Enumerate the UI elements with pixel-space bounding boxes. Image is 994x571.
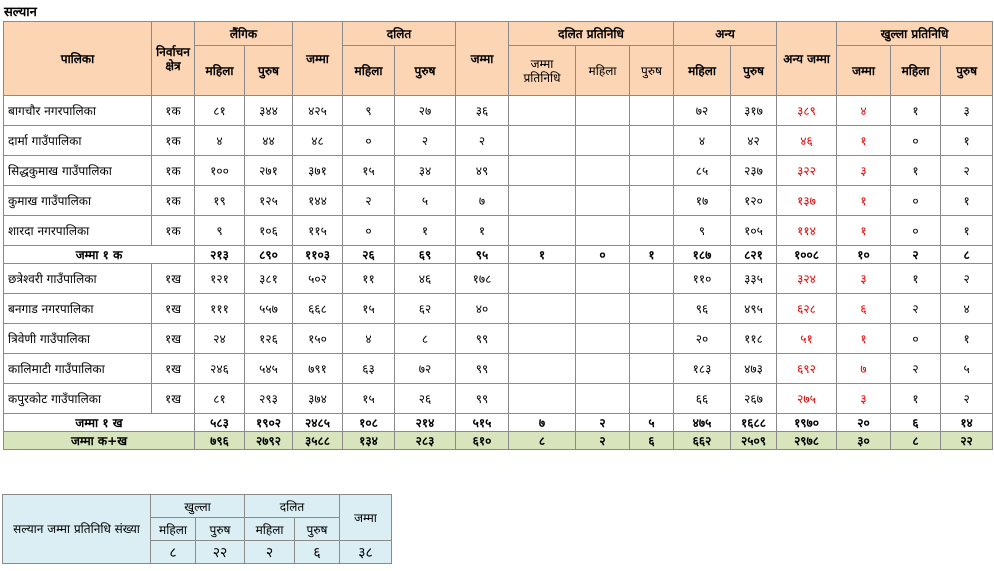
cell-a-p: ४७३ — [731, 354, 777, 384]
cell-k-j: १ — [837, 126, 891, 156]
cell-dp-j — [509, 354, 576, 384]
cell-dp-p — [630, 354, 674, 384]
summary-dalit-header: दलित — [245, 495, 340, 518]
cell-d-j: ९९ — [456, 324, 509, 354]
cell-dp-j — [509, 324, 576, 354]
cell-dp-p — [630, 216, 674, 246]
cell-a-p: ३३५ — [731, 264, 777, 294]
cell-d-p: ५ — [395, 186, 456, 216]
cell-a-m: ९६ — [674, 294, 731, 324]
cell-l-j: ३५८८ — [293, 432, 343, 450]
table-row — [4, 264, 993, 294]
cell-dp-p — [630, 96, 674, 126]
cell-d-m: १५ — [343, 156, 395, 186]
cell-l-m: १०० — [195, 156, 245, 186]
cell-d-m: ९ — [343, 96, 395, 126]
cell-l-m: १२१ — [195, 264, 245, 294]
header-dp-purush: पुरुष — [630, 46, 674, 96]
cell-k-j: ४ — [837, 96, 891, 126]
cell-k-j: १० — [837, 246, 891, 264]
cell-k-j: ३ — [837, 156, 891, 186]
header-laingik: लैंगिक — [195, 22, 293, 46]
cell-dp-m — [576, 126, 630, 156]
cell-l-j: ४८ — [293, 126, 343, 156]
row-palika-name: कपुरकोट गाउँपालिका — [4, 384, 152, 414]
cell-a-m: ४७५ — [674, 414, 731, 432]
cell-dp-m: ० — [576, 246, 630, 264]
sheet-title: सल्यान — [4, 5, 37, 20]
cell-d-j: ६१० — [456, 432, 509, 450]
cell-dp-j — [509, 156, 576, 186]
cell-k-m: ० — [891, 186, 941, 216]
row-palika-name: दार्मा गाउँपालिका — [4, 126, 152, 156]
table-row — [4, 216, 993, 246]
cell-l-m: ४ — [195, 126, 245, 156]
cell-d-j: ९५ — [456, 246, 509, 264]
header-dp-mahila: महिला — [576, 46, 630, 96]
cell-k-j: ३ — [837, 384, 891, 414]
header-laingik-purush: पुरुष — [245, 46, 293, 96]
cell-d-j: ४९ — [456, 156, 509, 186]
header-dalit: दलित — [343, 22, 456, 46]
header-dalit-pratinidhi: दलित प्रतिनिधि — [509, 22, 674, 46]
cell-d-m: ० — [343, 126, 395, 156]
representatives-table — [3, 21, 993, 450]
cell-k-j: १ — [837, 324, 891, 354]
cell-dp-p: १ — [630, 246, 674, 264]
cell-a-m: ८५ — [674, 156, 731, 186]
cell-dp-j — [509, 216, 576, 246]
cell-dp-j: ८ — [509, 432, 576, 450]
cell-k-m: १ — [891, 156, 941, 186]
table-body — [4, 96, 993, 450]
cell-k-m: ० — [891, 126, 941, 156]
cell-dp-p: ६ — [630, 432, 674, 450]
header-jamma: जम्मा — [293, 22, 343, 96]
cell-dp-m — [576, 354, 630, 384]
row-palika-name: बागचौर नगरपालिका — [4, 96, 152, 126]
cell-l-p: २९३ — [245, 384, 293, 414]
cell-dp-j: १ — [509, 246, 576, 264]
cell-d-m: १०८ — [343, 414, 395, 432]
cell-d-p: १ — [395, 216, 456, 246]
cell-l-j: ६६८ — [293, 294, 343, 324]
cell-dp-m: २ — [576, 414, 630, 432]
cell-a-j: ११४ — [777, 216, 837, 246]
cell-a-m: १८३ — [674, 354, 731, 384]
cell-d-j: ९९ — [456, 384, 509, 414]
cell-d-p: २६ — [395, 384, 456, 414]
cell-a-j: १००८ — [777, 246, 837, 264]
cell-a-m: १८७ — [674, 246, 731, 264]
cell-d-m: १५ — [343, 294, 395, 324]
cell-d-p: ८ — [395, 324, 456, 354]
cell-a-m: १७ — [674, 186, 731, 216]
cell-k-p: ३ — [941, 96, 993, 126]
cell-dp-j — [509, 294, 576, 324]
cell-dp-m — [576, 186, 630, 216]
cell-a-m: ९ — [674, 216, 731, 246]
row-palika-name: शारदा नगरपालिका — [4, 216, 152, 246]
cell-l-j: ३७१ — [293, 156, 343, 186]
cell-d-p: २१४ — [395, 414, 456, 432]
cell-l-p: ८९० — [245, 246, 293, 264]
row-palika-name: जम्मा १ क — [4, 246, 195, 264]
cell-a-j: ३२२ — [777, 156, 837, 186]
row-kshetra: १क — [152, 96, 195, 126]
cell-dp-p — [630, 384, 674, 414]
header-anya-mahila: महिला — [674, 46, 731, 96]
cell-dp-m — [576, 216, 630, 246]
cell-l-m: ५८३ — [195, 414, 245, 432]
cell-l-p: २७९२ — [245, 432, 293, 450]
cell-k-p: २२ — [941, 432, 993, 450]
summary-khulla-mahila: ८ — [151, 541, 196, 564]
cell-a-p: ४२ — [731, 126, 777, 156]
cell-l-p: २७१ — [245, 156, 293, 186]
cell-k-j: ६ — [837, 294, 891, 324]
cell-d-m: २ — [343, 186, 395, 216]
summary-dalit-mahila-header: महिला — [245, 518, 295, 541]
cell-d-p: ३४ — [395, 156, 456, 186]
cell-dp-j — [509, 126, 576, 156]
table-row — [4, 324, 993, 354]
cell-l-m: ९ — [195, 216, 245, 246]
cell-k-m: २ — [891, 246, 941, 264]
cell-l-j: ३७४ — [293, 384, 343, 414]
cell-d-j: १ — [456, 216, 509, 246]
cell-k-m: ० — [891, 216, 941, 246]
cell-k-m: १ — [891, 384, 941, 414]
cell-l-m: ८१ — [195, 384, 245, 414]
cell-dp-m — [576, 96, 630, 126]
cell-dp-m — [576, 324, 630, 354]
cell-d-m: १५ — [343, 384, 395, 414]
cell-d-j: ९९ — [456, 354, 509, 384]
header-khulla-pratinidhi: खुल्ला प्रतिनिधि — [837, 22, 993, 46]
row-kshetra: १ख — [152, 264, 195, 294]
cell-a-p: २६७ — [731, 384, 777, 414]
cell-d-j: २ — [456, 126, 509, 156]
cell-a-p: २३७ — [731, 156, 777, 186]
row-kshetra: १क — [152, 186, 195, 216]
cell-k-j: १ — [837, 216, 891, 246]
cell-l-p: ४४ — [245, 126, 293, 156]
cell-dp-m: २ — [576, 432, 630, 450]
cell-d-p: ४६ — [395, 264, 456, 294]
cell-k-m: १ — [891, 96, 941, 126]
cell-dp-j — [509, 186, 576, 216]
cell-k-p: १ — [941, 126, 993, 156]
cell-k-j: ३ — [837, 264, 891, 294]
cell-dp-j — [509, 384, 576, 414]
cell-a-m: ७२ — [674, 96, 731, 126]
cell-l-p: १२६ — [245, 324, 293, 354]
row-palika-name: बनगाड नगरपालिका — [4, 294, 152, 324]
cell-l-p: ५४५ — [245, 354, 293, 384]
cell-dp-p — [630, 186, 674, 216]
cell-l-p: १९०२ — [245, 414, 293, 432]
cell-a-j: ५१ — [777, 324, 837, 354]
cell-k-m: १ — [891, 264, 941, 294]
cell-k-m: ० — [891, 324, 941, 354]
cell-a-p: ८२१ — [731, 246, 777, 264]
cell-a-j: २९७८ — [777, 432, 837, 450]
table-row — [4, 294, 993, 324]
cell-k-p: २ — [941, 156, 993, 186]
header-dalit-mahila: महिला — [343, 46, 395, 96]
cell-d-m: २६ — [343, 246, 395, 264]
cell-k-j: २० — [837, 414, 891, 432]
cell-a-m: ६६ — [674, 384, 731, 414]
cell-k-p: २ — [941, 384, 993, 414]
cell-d-p: २७ — [395, 96, 456, 126]
row-kshetra: १ख — [152, 324, 195, 354]
cell-k-m: ८ — [891, 432, 941, 450]
header-palika: पालिका — [4, 22, 152, 96]
summary-khulla-purush-header: पुरुष — [196, 518, 245, 541]
grand-total-row — [4, 432, 993, 450]
cell-l-p: ३४४ — [245, 96, 293, 126]
cell-k-p: १४ — [941, 414, 993, 432]
header-anya-purush: पुरुष — [731, 46, 777, 96]
table-row — [4, 384, 993, 414]
header-laingik-mahila: महिला — [195, 46, 245, 96]
summary-table — [2, 494, 392, 564]
cell-a-j: ६२८ — [777, 294, 837, 324]
cell-l-j: १५० — [293, 324, 343, 354]
cell-a-p: ३१७ — [731, 96, 777, 126]
cell-dp-p — [630, 126, 674, 156]
summary-dalit-purush: ६ — [295, 541, 340, 564]
cell-a-m: ४ — [674, 126, 731, 156]
cell-a-p: ४९५ — [731, 294, 777, 324]
summary-total: ३८ — [340, 541, 392, 564]
cell-a-p: १६८८ — [731, 414, 777, 432]
cell-k-m: २ — [891, 294, 941, 324]
summary-khulla-header: खुल्ला — [151, 495, 245, 518]
cell-dp-j — [509, 96, 576, 126]
summary-dalit-mahila: २ — [245, 541, 295, 564]
header-dalit-jamma: जम्मा — [456, 22, 509, 96]
cell-k-p: ८ — [941, 246, 993, 264]
cell-a-m: २० — [674, 324, 731, 354]
summary-khulla-purush: २२ — [196, 541, 245, 564]
cell-k-p: २ — [941, 264, 993, 294]
row-kshetra: १ख — [152, 384, 195, 414]
header-nirvachan: निर्वाचन क्षेत्र — [152, 22, 195, 96]
table-row — [4, 126, 993, 156]
row-palika-name: सिद्धकुमाख गाउँपालिका — [4, 156, 152, 186]
row-palika-name: जम्मा क+ख — [4, 432, 195, 450]
table-row — [4, 354, 993, 384]
cell-a-m: ११० — [674, 264, 731, 294]
cell-d-j: ३६ — [456, 96, 509, 126]
cell-dp-m — [576, 294, 630, 324]
table-row — [4, 156, 993, 186]
cell-l-m: २१३ — [195, 246, 245, 264]
cell-l-j: ११०३ — [293, 246, 343, 264]
cell-a-p: १०५ — [731, 216, 777, 246]
header-khulla-mahila: महिला — [891, 46, 941, 96]
cell-a-j: १३७ — [777, 186, 837, 216]
cell-l-p: ३८१ — [245, 264, 293, 294]
cell-l-p: १२५ — [245, 186, 293, 216]
cell-l-p: १०६ — [245, 216, 293, 246]
row-kshetra: १क — [152, 126, 195, 156]
row-palika-name: जम्मा १ ख — [4, 414, 195, 432]
cell-a-j: ३८९ — [777, 96, 837, 126]
cell-dp-m — [576, 156, 630, 186]
cell-l-m: २४६ — [195, 354, 245, 384]
cell-k-m: ६ — [891, 414, 941, 432]
cell-l-j: २४८५ — [293, 414, 343, 432]
cell-a-m: ६६२ — [674, 432, 731, 450]
cell-l-j: ४२५ — [293, 96, 343, 126]
cell-dp-p — [630, 294, 674, 324]
cell-dp-j: ७ — [509, 414, 576, 432]
cell-d-j: ७ — [456, 186, 509, 216]
row-kshetra: १ख — [152, 354, 195, 384]
cell-dp-m — [576, 384, 630, 414]
cell-a-p: १२० — [731, 186, 777, 216]
cell-dp-j — [509, 264, 576, 294]
cell-k-p: ४ — [941, 294, 993, 324]
cell-k-j: ७ — [837, 354, 891, 384]
row-kshetra: १ख — [152, 294, 195, 324]
cell-d-p: ६२ — [395, 294, 456, 324]
cell-d-p: २८३ — [395, 432, 456, 450]
cell-l-m: १११ — [195, 294, 245, 324]
row-palika-name: त्रिवेणी गाउँपालिका — [4, 324, 152, 354]
row-palika-name: कालिमाटी गाउँपालिका — [4, 354, 152, 384]
table-row — [4, 186, 993, 216]
cell-dp-p: ५ — [630, 414, 674, 432]
cell-a-j: २७५ — [777, 384, 837, 414]
cell-d-m: ० — [343, 216, 395, 246]
cell-l-j: ५०२ — [293, 264, 343, 294]
cell-a-j: ६९२ — [777, 354, 837, 384]
cell-l-m: १९ — [195, 186, 245, 216]
cell-k-p: ५ — [941, 354, 993, 384]
header-dalit-purush: पुरुष — [395, 46, 456, 96]
cell-a-j: ३२४ — [777, 264, 837, 294]
cell-a-j: ४६ — [777, 126, 837, 156]
cell-l-m: २४ — [195, 324, 245, 354]
row-palika-name: छत्रेश्वरी गाउँपालिका — [4, 264, 152, 294]
summary-jamma-header: जम्मा — [340, 495, 392, 541]
subtotal-row — [4, 414, 993, 432]
header-khulla-purush: पुरुष — [941, 46, 993, 96]
cell-l-j: १४४ — [293, 186, 343, 216]
header-anya-jamma: अन्य जम्मा — [777, 22, 837, 96]
cell-l-m: ८१ — [195, 96, 245, 126]
cell-l-j: ७९१ — [293, 354, 343, 384]
cell-k-p: १ — [941, 324, 993, 354]
cell-k-m: २ — [891, 354, 941, 384]
summary-khulla-mahila-header: महिला — [151, 518, 196, 541]
cell-k-p: १ — [941, 216, 993, 246]
cell-d-j: १७८ — [456, 264, 509, 294]
cell-l-j: ११५ — [293, 216, 343, 246]
cell-d-p: ७२ — [395, 354, 456, 384]
row-kshetra: १क — [152, 216, 195, 246]
summary-label: सल्यान जम्मा प्रतिनिधि संख्या — [3, 495, 151, 564]
cell-k-j: ३० — [837, 432, 891, 450]
row-kshetra: १क — [152, 156, 195, 186]
cell-a-p: ११८ — [731, 324, 777, 354]
cell-a-p: २५०९ — [731, 432, 777, 450]
cell-d-p: ६९ — [395, 246, 456, 264]
cell-a-j: १९७० — [777, 414, 837, 432]
cell-dp-p — [630, 324, 674, 354]
row-palika-name: कुमाख गाउँपालिका — [4, 186, 152, 216]
cell-k-p: १ — [941, 186, 993, 216]
cell-d-j: ५१५ — [456, 414, 509, 432]
cell-d-m: ११ — [343, 264, 395, 294]
cell-dp-m — [576, 264, 630, 294]
cell-k-j: १ — [837, 186, 891, 216]
cell-dp-p — [630, 264, 674, 294]
cell-d-p: २ — [395, 126, 456, 156]
header-anya: अन्य — [674, 22, 777, 46]
cell-l-m: ७९६ — [195, 432, 245, 450]
cell-d-m: ४ — [343, 324, 395, 354]
header-khulla-jamma: जम्मा — [837, 46, 891, 96]
cell-d-m: १३४ — [343, 432, 395, 450]
cell-d-j: ४० — [456, 294, 509, 324]
cell-dp-p — [630, 156, 674, 186]
cell-d-m: ६३ — [343, 354, 395, 384]
subtotal-row — [4, 246, 993, 264]
summary-dalit-purush-header: पुरुष — [295, 518, 340, 541]
header-dp-jamma: जम्मा प्रतिनिधि — [509, 46, 576, 96]
table-row — [4, 96, 993, 126]
cell-l-p: ५५७ — [245, 294, 293, 324]
